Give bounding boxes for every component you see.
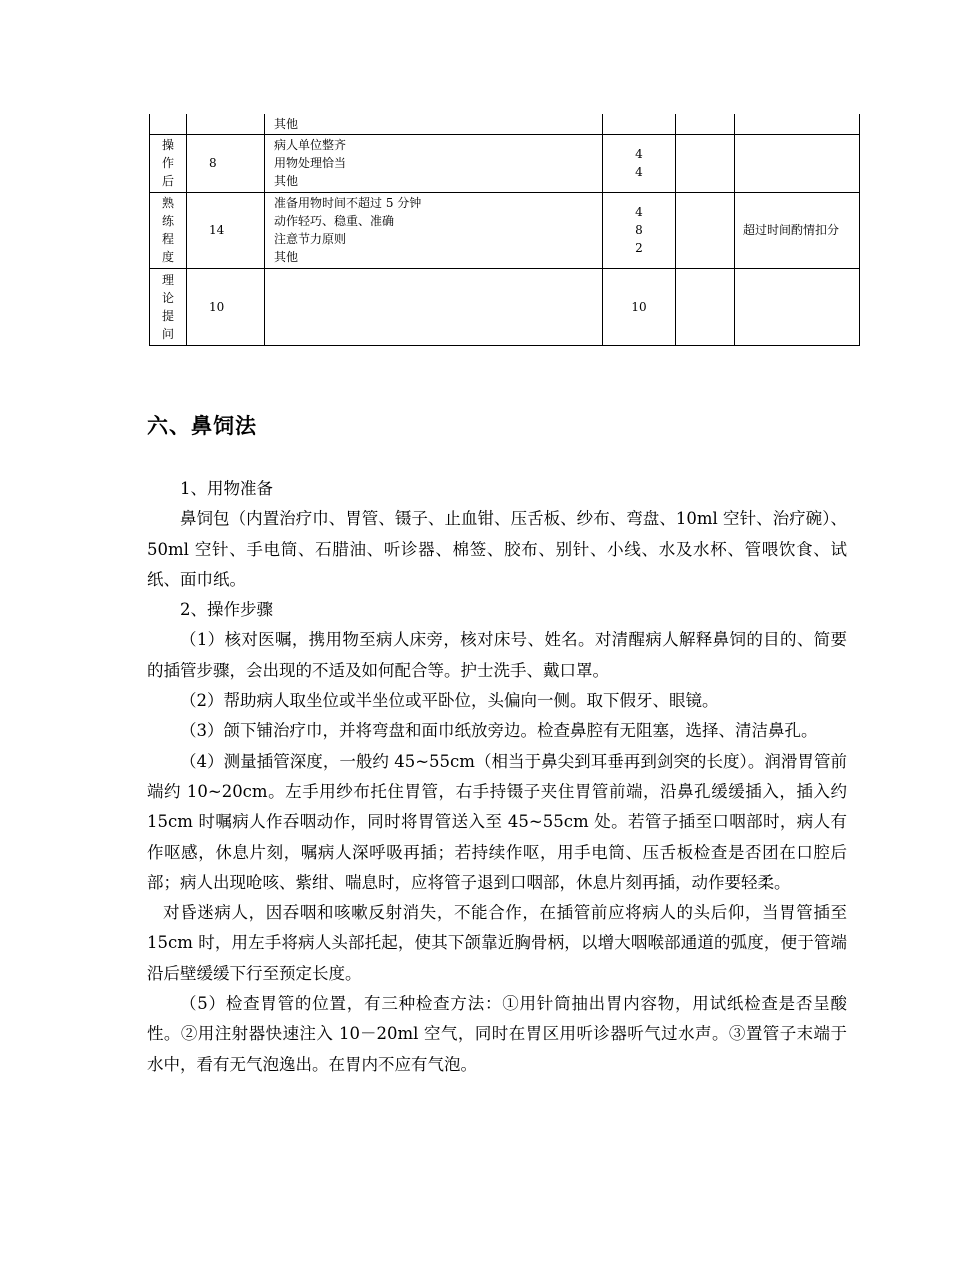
- table-row: [150, 192, 860, 268]
- item-line: 注意节力原则: [274, 232, 347, 246]
- item-line: 病人单位整齐: [274, 138, 347, 152]
- items-cell: [265, 268, 603, 345]
- category-cell: [150, 114, 187, 134]
- paragraph-materials: 鼻饲包（内置治疗巾、胃管、镊子、止血钳、压舌板、纱布、弯盘、10ml 空针、治疗碗）、50ml 空针、手电筒、石腊油、听诊器、棉签、胶布、别针、小线、水及水杯、管喂饮食、试纸、面巾纸。: [147, 509, 847, 589]
- points-cell: [603, 192, 676, 268]
- points-cell: [603, 268, 676, 345]
- deduction-cell: [676, 114, 735, 134]
- item-line: 其他: [274, 174, 299, 188]
- points-cell: [603, 114, 676, 134]
- items-cell: [265, 114, 603, 134]
- points-line: 4: [635, 165, 643, 179]
- subheading-materials: 1、用物准备: [180, 479, 273, 498]
- item-line: 其他: [274, 116, 299, 131]
- points-line: 10: [631, 299, 647, 314]
- category-char: 提: [161, 308, 174, 323]
- paragraph-step-4: （4）测量插管深度，一般约 45~55cm（相当于鼻尖到耳垂再到剑突的长度）。润滑胃管前端约 10~20cm。左手用纱布托住胃管，右手持镊子夹住胃管前端，沿鼻孔缓缓插入，插入约 15cm 时嘱病人作吞咽动作，同时将胃管送入至 45~55cm 处。若管子插至口咽部时，病人有作呕感，休息片刻，嘱病人深呼吸再插；若持续作呕，用手电筒、压舌板检查是否团在口腔后部；病人出现呛咳、紫绀、喘息时，应将管子退到口咽部，休息片刻再插，动作要轻柔。: [147, 751, 847, 892]
- paragraph-coma-patients: 对昏迷病人，因吞咽和咳嗽反射消失，不能合作，在插管前应将病人的头后仰，当胃管插至 15cm 时，用左手将病人头部托起，使其下颌靠近胸骨柄，以增大咽喉部通道的弧度，便于管端沿后壁缓缓下行至预定长度。: [147, 903, 847, 983]
- deduction-cell: [676, 192, 735, 268]
- table-row: [150, 268, 860, 345]
- paragraph-step-2: （2）帮助病人取坐位或半坐位或平卧位，头偏向一侧。取下假牙、眼镜。: [180, 691, 719, 711]
- category-char: 问: [161, 326, 174, 341]
- points-line: 4: [635, 147, 643, 161]
- scoring-table: [149, 114, 860, 346]
- item-line: 准备用物时间不超过 5 分钟: [274, 196, 422, 210]
- points-line: 2: [635, 241, 643, 255]
- category-char: 练: [161, 214, 174, 228]
- category-cell: [150, 192, 187, 268]
- category-char: 论: [161, 290, 174, 305]
- points-line: 8: [635, 223, 643, 237]
- points-line: 4: [635, 205, 643, 219]
- paragraph-step-1: （1）核对医嘱，携用物至病人床旁，核对床号、姓名。对清醒病人解释鼻饲的目的、简要的插管步骤，会出现的不适及如何配合等。护士洗手、戴口罩。: [147, 630, 847, 680]
- items-cell: [265, 192, 603, 268]
- note-cell: 超过时间酌情扣分: [735, 192, 860, 268]
- deduction-cell: [676, 134, 735, 192]
- category-char: 操: [161, 138, 174, 152]
- category-char: 作: [161, 156, 174, 170]
- category-char: 程: [161, 232, 174, 246]
- item-line: 其他: [274, 250, 299, 264]
- score-cell: 14: [187, 192, 265, 268]
- category-char: 度: [161, 250, 174, 264]
- table-row: [150, 134, 860, 192]
- category-char: 后: [161, 174, 174, 188]
- deduction-cell: [676, 268, 735, 345]
- points-cell: [603, 134, 676, 192]
- category-cell: [150, 134, 187, 192]
- table-row: [150, 114, 860, 134]
- section-body: [147, 474, 847, 1080]
- category-char: 理: [161, 272, 174, 287]
- score-cell: 8: [187, 134, 265, 192]
- paragraph-step-5: （5）检查胃管的位置，有三种检查方法：①用针筒抽出胃内容物，用试纸检查是否呈酸性。②用注射器快速注入 10－20ml 空气，同时在胃区用听诊器听气过水声。③置管子末端于水中，看有无气泡逸出。在胃内不应有气泡。: [147, 994, 847, 1074]
- item-line: 用物处理恰当: [274, 156, 347, 170]
- paragraph-step-3: （3）颌下铺治疗巾，并将弯盘和面巾纸放旁边。检查鼻腔有无阻塞，选择、清洁鼻孔。: [180, 721, 818, 741]
- category-cell: [150, 268, 187, 345]
- note-cell: [735, 268, 860, 345]
- items-cell: [265, 134, 603, 192]
- category-char: 熟: [161, 196, 174, 210]
- item-line: 动作轻巧、稳重、准确: [274, 214, 395, 228]
- note-cell: [735, 114, 860, 134]
- note-cell: [735, 134, 860, 192]
- score-cell: [187, 114, 265, 134]
- section-heading: 六、鼻饲法: [147, 413, 257, 438]
- subheading-steps: 2、操作步骤: [180, 600, 273, 620]
- score-cell: 10: [187, 268, 265, 345]
